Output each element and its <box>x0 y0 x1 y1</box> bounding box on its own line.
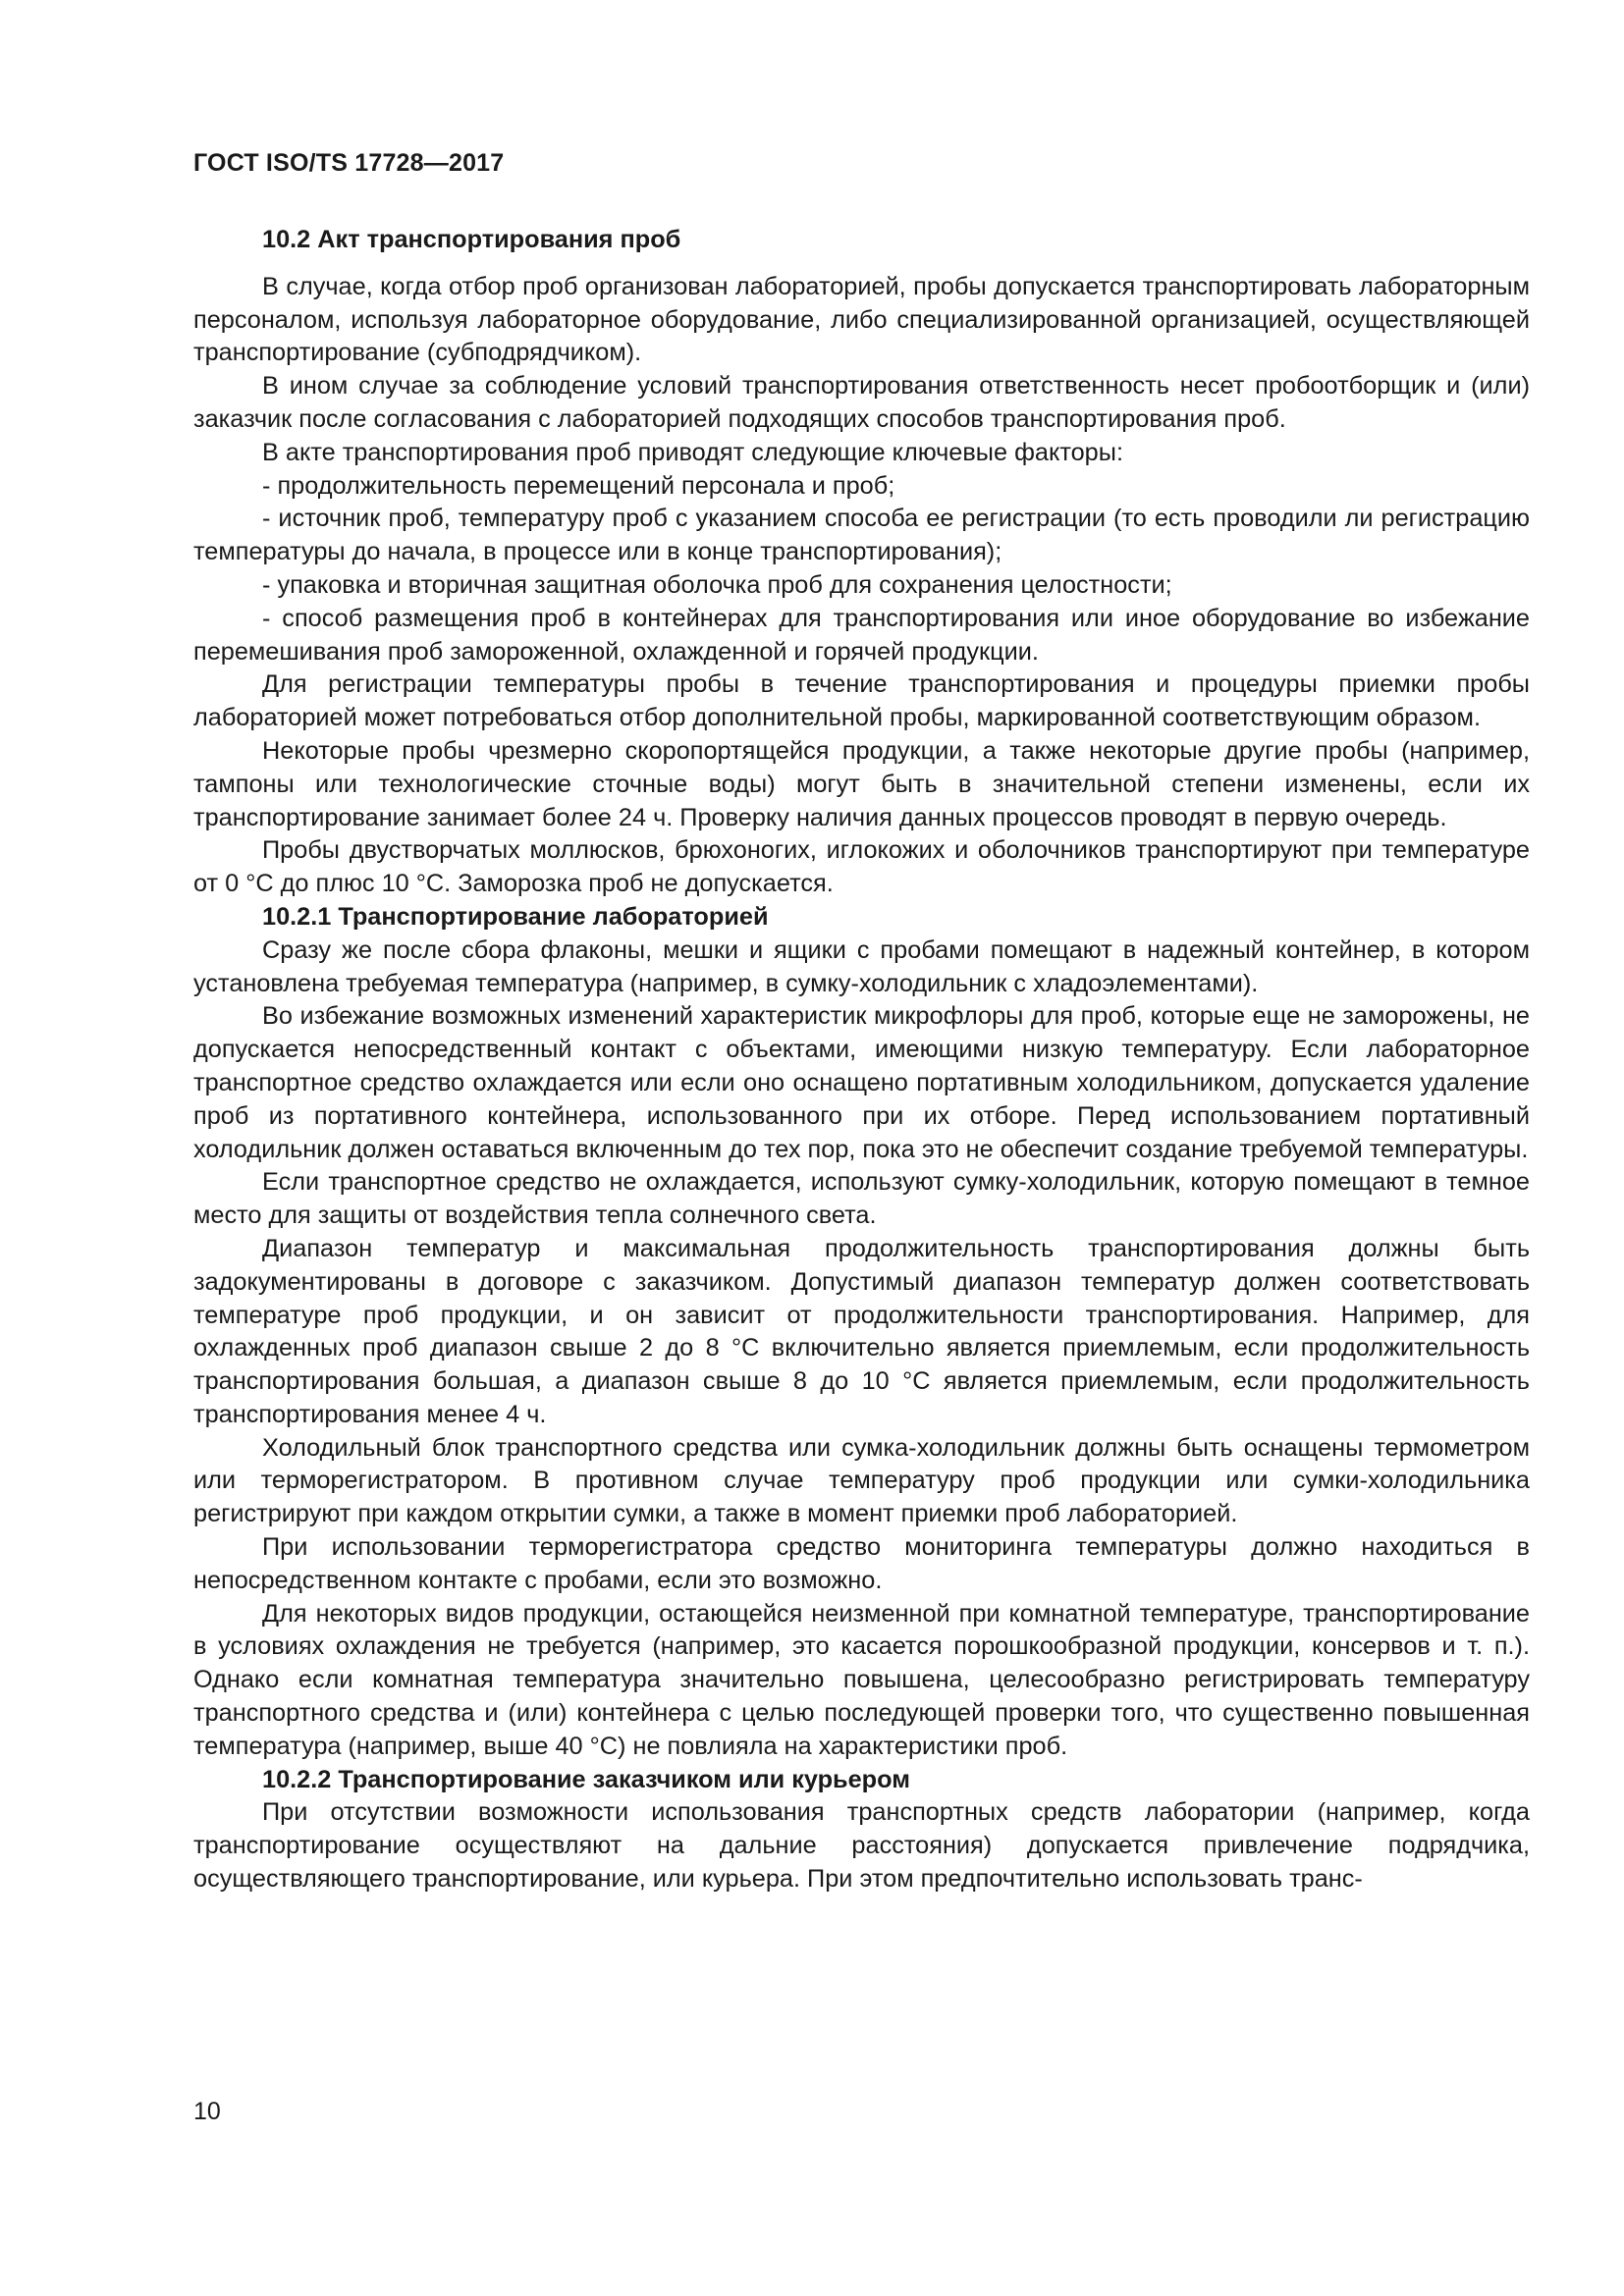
paragraph: Если транспортное средство не охлаждается, используют сумку-холодильник, которую помещают в темное место для защиты от воздействия тепла солнечного света. <box>193 1168 1530 1230</box>
subsection-heading: 10.2.1 Транспортирование лабораторией <box>262 902 769 931</box>
paragraph: Для некоторых видов продукции, остающейся неизменной при комнатной температуре, транспортирование в условиях охлаждения не требуется (например, это касается порошкообразной продукции, консервов и т. п.). Однако если комнатная температура значительно повышена, целесообразно регистрировать температуру транспортного средства и (или) контейнера с целью последующей проверки того, что существенно повышенная температура (например, выше 40 °С) не повлияла на характеристики проб. <box>193 1599 1530 1760</box>
list-item: - способ размещения проб в контейнерах для транспортирования или иное оборудование во избежание перемешивания проб замороженной, охлажденной и горячей продукции. <box>193 604 1530 666</box>
list-item: - упаковка и вторичная защитная оболочка проб для сохранения целостности; <box>262 570 1172 599</box>
paragraph: Для регистрации температуры пробы в течение транспортирования и процедуры приемки пробы лабораторией может потребоваться отбор дополнительной пробы, маркированной соответствующим образом. <box>193 670 1530 732</box>
paragraph: Некоторые пробы чрезмерно скоропортящейся продукции, а также некоторые другие пробы (например, тампоны или технологические сточные воды) могут быть в значительной степени изменены, если их транспортирование занимает более 24 ч. Проверку наличия данных процессов проводят в первую очередь. <box>193 736 1530 831</box>
subsection-heading: 10.2.2 Транспортирование заказчиком или курьером <box>262 1765 910 1793</box>
document-code-header: ГОСТ ISO/TS 17728—2017 <box>193 149 505 177</box>
paragraph: Пробы двустворчатых моллюсков, брюхоногих, иглокожих и оболочников транспортируют при температуре от 0 °С до плюс 10 °С. Заморозка проб не допускается. <box>193 836 1530 898</box>
paragraph: При отсутствии возможности использования транспортных средств лаборатории (например, когда транспортирование осуществляют на дальние расстояния) допускается привлечение подрядчика, осуществляющего транспортирование, или курьера. При этом предпочтительно использовать транс- <box>193 1798 1530 1894</box>
page-number: 10 <box>193 2098 221 2125</box>
paragraph: Сразу же после сбора флаконы, мешки и ящики с пробами помещают в надежный контейнер, в котором установлена требуемая температура (например, в сумку-холодильник с хладоэлементами). <box>193 935 1530 997</box>
paragraph: В ином случае за соблюдение условий транспортирования ответственность несет пробоотборщик и (или) заказчик после согласования с лабораторией подходящих способов транспортирования проб. <box>193 372 1530 433</box>
list-item: - продолжительность перемещений персонала и проб; <box>262 471 895 500</box>
paragraph: Диапазон температур и максимальная продолжительность транспортирования должны быть задокументированы в договоре с заказчиком. Допустимый диапазон температур должен соответствовать температуре проб продукции, и он зависит от продолжительности транспортирования. Например, для охлажденных проб диапазон свыше 2 до 8 °С включительно является приемлемым, если продолжительность транспортирования большая, а диапазон свыше 8 до 10 °С является приемлемым, если продолжительность транспортирования менее 4 ч. <box>193 1234 1530 1428</box>
list-item: - источник проб, температуру проб с указанием способа ее регистрации (то есть проводили ли регистрацию температуры до начала, в процессе или в конце транспортирования); <box>193 505 1530 566</box>
document-body <box>193 224 1530 1896</box>
paragraph: При использовании терморегистратора средство мониторинга температуры должно находиться в непосредственном контакте с пробами, если это возможно. <box>193 1533 1530 1594</box>
section-heading: 10.2 Акт транспортирования проб <box>262 226 681 253</box>
paragraph: Во избежание возможных изменений характеристик микрофлоры для проб, которые еще не заморожены, не допускается непосредственный контакт с объектами, имеющими низкую температуру. Если лабораторное транспортное средство охлаждается или если оно оснащено портативным холодильником, допускается удаление проб из портативного контейнера, использованного при их отборе. Перед использованием портативный холодильник должен оставаться включенным до тех пор, пока это не обеспечит создание требуемой температуры. <box>193 1002 1530 1163</box>
paragraph: В акте транспортирования проб приводят следующие ключевые факторы: <box>262 438 1123 466</box>
paragraph: В случае, когда отбор проб организован лабораторией, пробы допускается транспортировать лабораторным персоналом, используя лабораторное оборудование, либо специализированной организацией, осуществляющей транспортирование (субподрядчиком). <box>193 272 1530 367</box>
paragraph: Холодильный блок транспортного средства или сумка-холодильник должны быть оснащены термометром или терморегистратором. В противном случае температуру проб продукции или сумки-холодильника регистрируют при каждом открытии сумки, а также в момент приемки проб лабораторией. <box>193 1433 1530 1528</box>
